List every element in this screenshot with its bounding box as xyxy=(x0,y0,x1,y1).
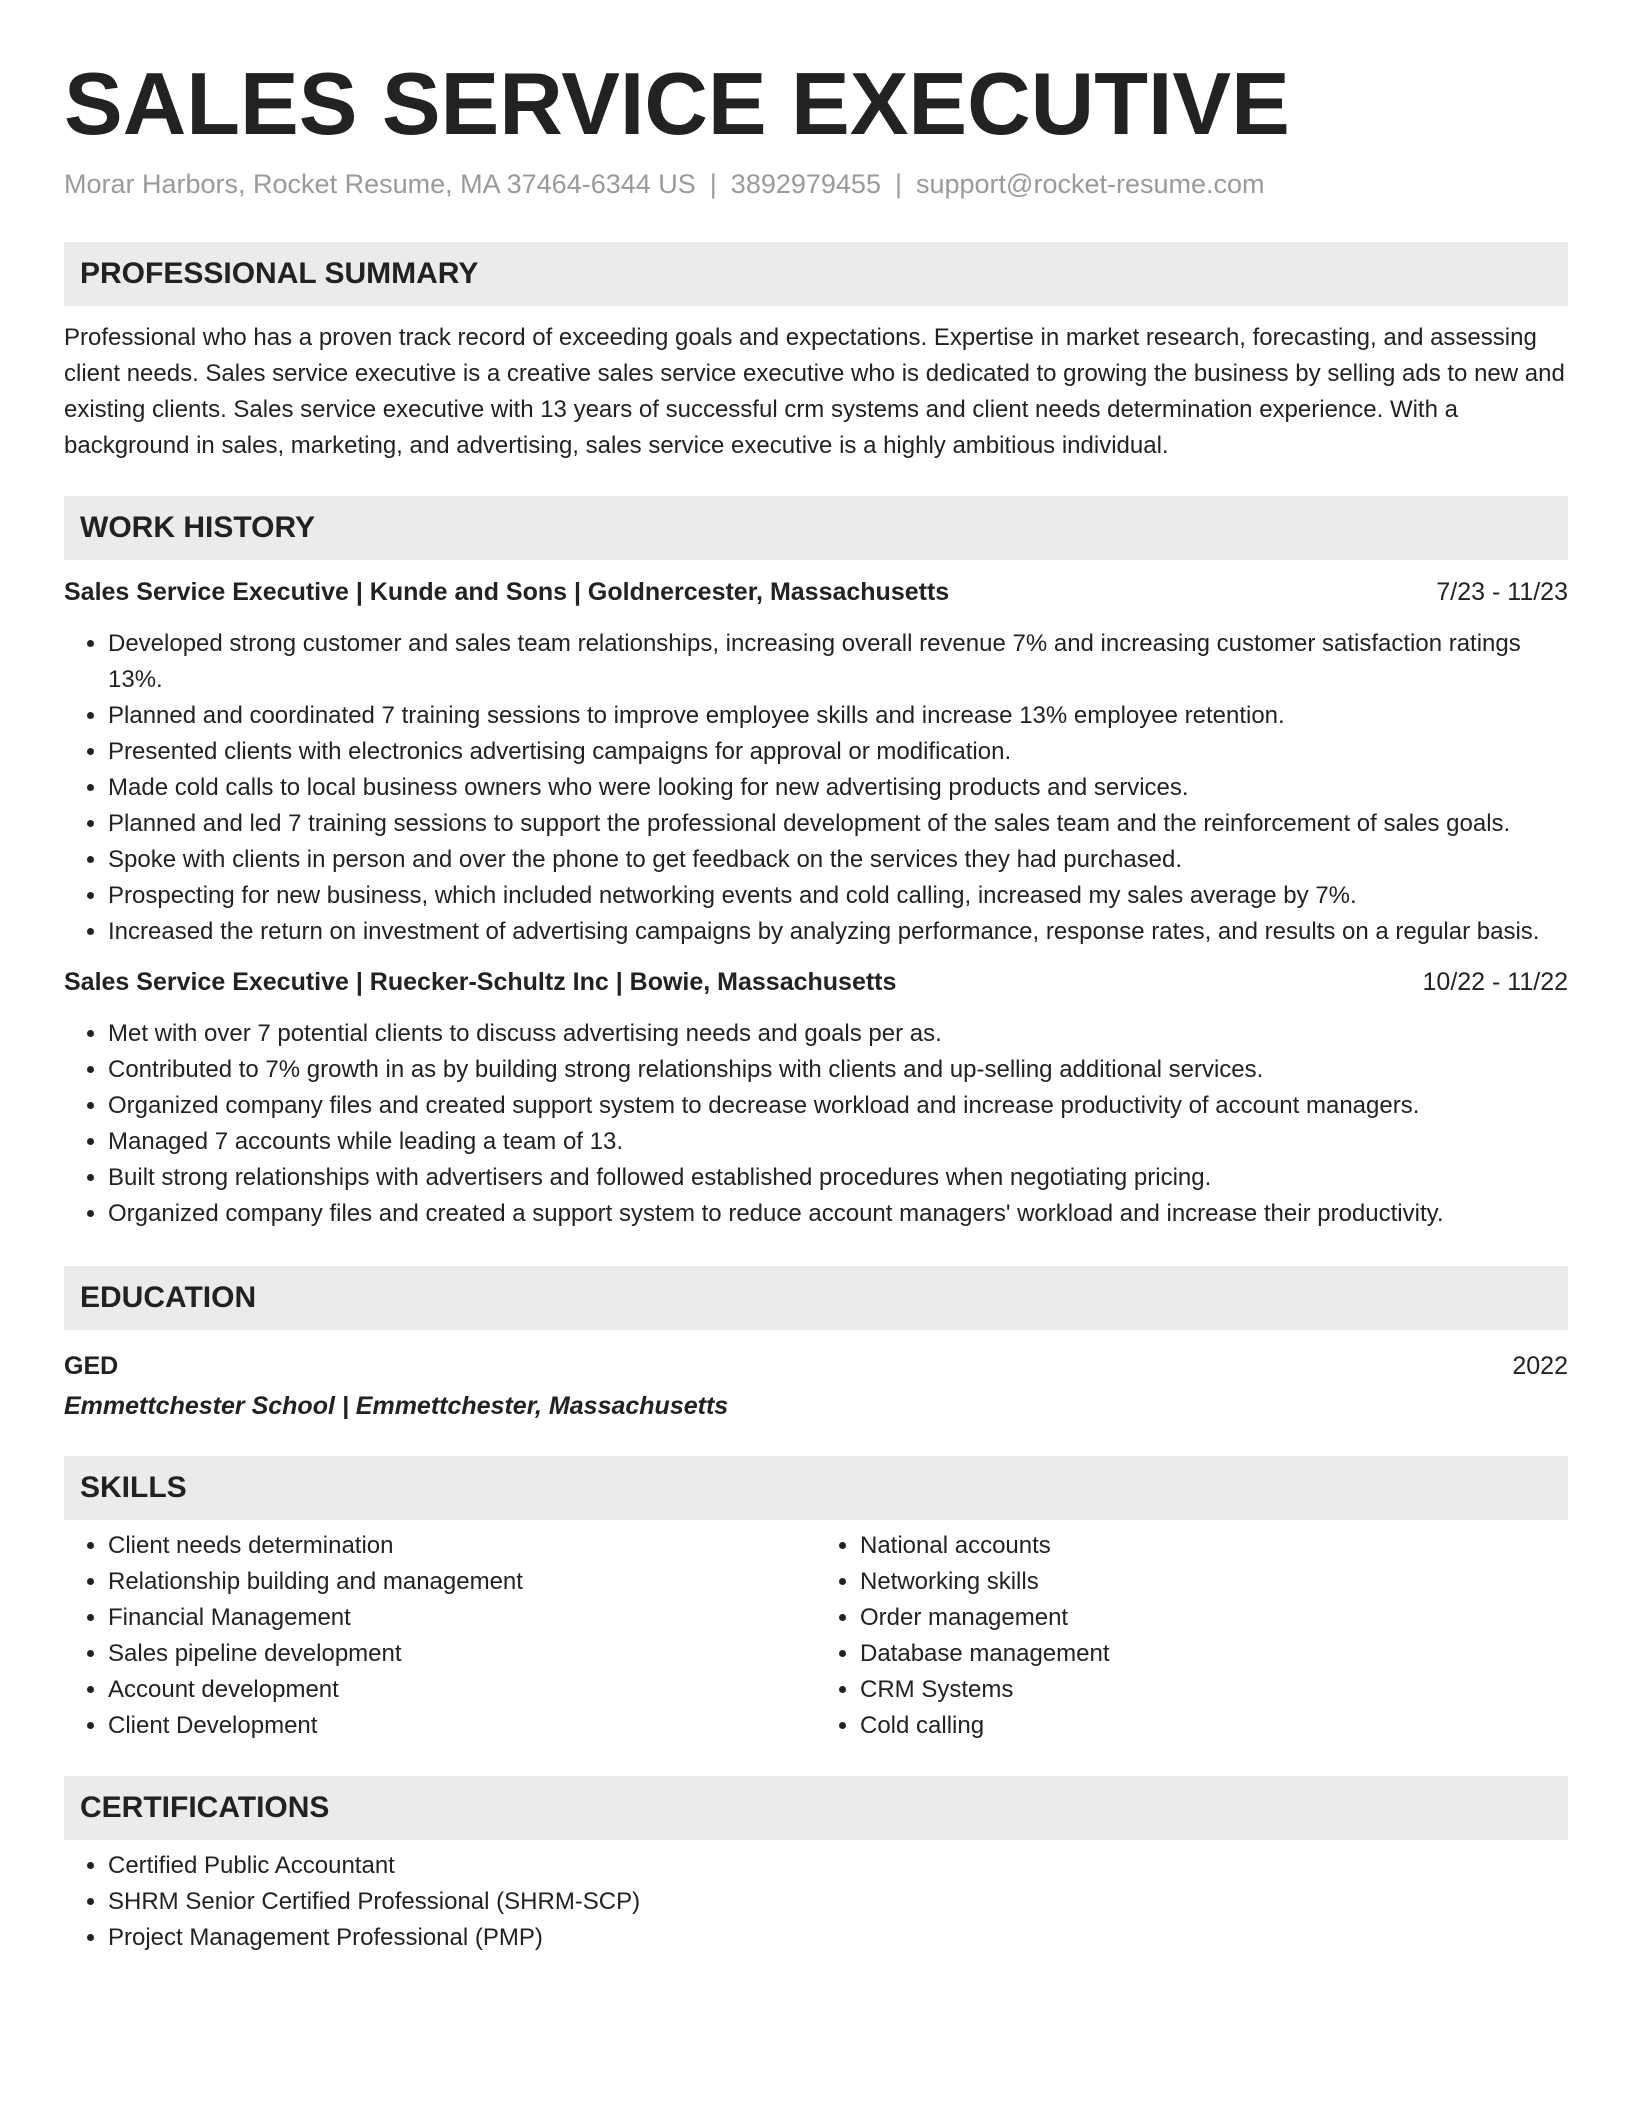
education-degree: GED xyxy=(64,1352,119,1380)
skills-grid xyxy=(64,1528,1568,1744)
skill-item: • Account development xyxy=(108,1672,816,1708)
skill-item: • Order management xyxy=(860,1600,1568,1636)
work-history-section xyxy=(64,496,1568,1232)
education-school: Emmettchester School | Emmettchester, Massachusetts xyxy=(64,1392,729,1420)
skill-item: • Cold calling xyxy=(860,1708,1568,1744)
job-bullet: • Developed strong customer and sales team relationships, increasing overall revenue 7% and increasing customer satisfaction ratings 13%. xyxy=(108,626,1568,698)
skill-item: • National accounts xyxy=(860,1528,1568,1564)
skill-item: • Client needs determination xyxy=(108,1528,816,1564)
skill-item: • Financial Management xyxy=(108,1600,816,1636)
skill-item: • Sales pipeline development xyxy=(108,1636,816,1672)
contact-email: support@rocket-resume.com xyxy=(915,169,1265,199)
certification-item: • Project Management Professional (PMP) xyxy=(108,1920,1568,1956)
job-bullet: • Made cold calls to local business owners who were looking for new advertising products and services. xyxy=(108,770,1568,806)
certifications-section xyxy=(64,1776,1568,1956)
education-section xyxy=(64,1266,1568,1424)
job-bullet: • Presented clients with electronics advertising campaigns for approval or modification. xyxy=(108,734,1568,770)
job-entry xyxy=(64,964,1568,1232)
contact-address: Morar Harbors, Rocket Resume, MA 37464-6344 US xyxy=(64,169,696,199)
job-bullet: • Contributed to 7% growth in as by building strong relationships with clients and up-selling additional services. xyxy=(108,1052,1568,1088)
candidate-title: SALES SERVICE EXECUTIVE xyxy=(64,54,1290,153)
job-dates: 10/22 - 11/22 xyxy=(1422,968,1568,996)
job-bullets xyxy=(64,1016,1568,1232)
job-entry xyxy=(64,574,1568,950)
skills-list-right xyxy=(816,1528,1568,1744)
job-bullet: • Met with over 7 potential clients to discuss advertising needs and goals per as. xyxy=(108,1016,1568,1052)
skill-item: • Networking skills xyxy=(860,1564,1568,1600)
skills-list-left xyxy=(64,1528,816,1744)
section-heading-summary: PROFESSIONAL SUMMARY xyxy=(64,242,1568,306)
skill-item: • Database management xyxy=(860,1636,1568,1672)
skill-item: • CRM Systems xyxy=(860,1672,1568,1708)
contact-separator: | xyxy=(894,169,902,199)
contact-line xyxy=(64,166,1568,202)
education-year: 2022 xyxy=(1512,1352,1568,1380)
contact-separator: | xyxy=(709,169,717,199)
job-title: Sales Service Executive | Kunde and Sons | Goldnercester, Massachusetts xyxy=(64,578,950,606)
section-heading-skills: SKILLS xyxy=(64,1456,1568,1520)
summary-text: Professional who has a proven track record of exceeding goals and expectations. Expertise in market research, forecasting, and assessing client needs. Sales service executive is a creative sales service executive who is dedicated to growing the business by selling ads to new and existing clients. Sales service executive with 13 years of successful crm systems and client needs determination experience. With a background in sales, marketing, and advertising, sales service executive is a highly ambitious individual. xyxy=(64,324,1565,459)
job-header xyxy=(64,964,1568,1000)
section-heading-work-history: WORK HISTORY xyxy=(64,496,1568,560)
job-bullet: • Increased the return on investment of advertising campaigns by analyzing performance, response rates, and results on a regular basis. xyxy=(108,914,1568,950)
skill-item: • Relationship building and management xyxy=(108,1564,816,1600)
certification-item: • Certified Public Accountant xyxy=(108,1848,1568,1884)
certification-item: • SHRM Senior Certified Professional (SHRM-SCP) xyxy=(108,1884,1568,1920)
section-heading-certifications: CERTIFICATIONS xyxy=(64,1776,1568,1840)
job-bullets xyxy=(64,626,1568,950)
job-bullet: • Planned and led 7 training sessions to support the professional development of the sales team and the reinforcement of sales goals. xyxy=(108,806,1568,842)
contact-phone: 3892979455 xyxy=(730,169,881,199)
job-bullet: • Spoke with clients in person and over the phone to get feedback on the services they had purchased. xyxy=(108,842,1568,878)
job-bullet: • Managed 7 accounts while leading a team of 13. xyxy=(108,1124,1568,1160)
job-header xyxy=(64,574,1568,610)
job-bullet: • Organized company files and created a support system to reduce account managers' workload and increase their productivity. xyxy=(108,1196,1568,1232)
job-bullet: • Organized company files and created support system to decrease workload and increase productivity of account managers. xyxy=(108,1088,1568,1124)
job-bullet: • Planned and coordinated 7 training sessions to improve employee skills and increase 13% employee retention. xyxy=(108,698,1568,734)
education-row xyxy=(64,1348,1568,1384)
section-heading-education: EDUCATION xyxy=(64,1266,1568,1330)
job-bullet: • Prospecting for new business, which included networking events and cold calling, increased my sales average by 7%. xyxy=(108,878,1568,914)
job-bullet: • Built strong relationships with advertisers and followed established procedures when negotiating pricing. xyxy=(108,1160,1568,1196)
job-title: Sales Service Executive | Ruecker-Schultz Inc | Bowie, Massachusetts xyxy=(64,968,897,996)
job-dates: 7/23 - 11/23 xyxy=(1436,578,1568,606)
summary-section xyxy=(64,242,1568,464)
certifications-list xyxy=(64,1848,1568,1956)
skill-item: • Client Development xyxy=(108,1708,816,1744)
skills-section xyxy=(64,1456,1568,1744)
